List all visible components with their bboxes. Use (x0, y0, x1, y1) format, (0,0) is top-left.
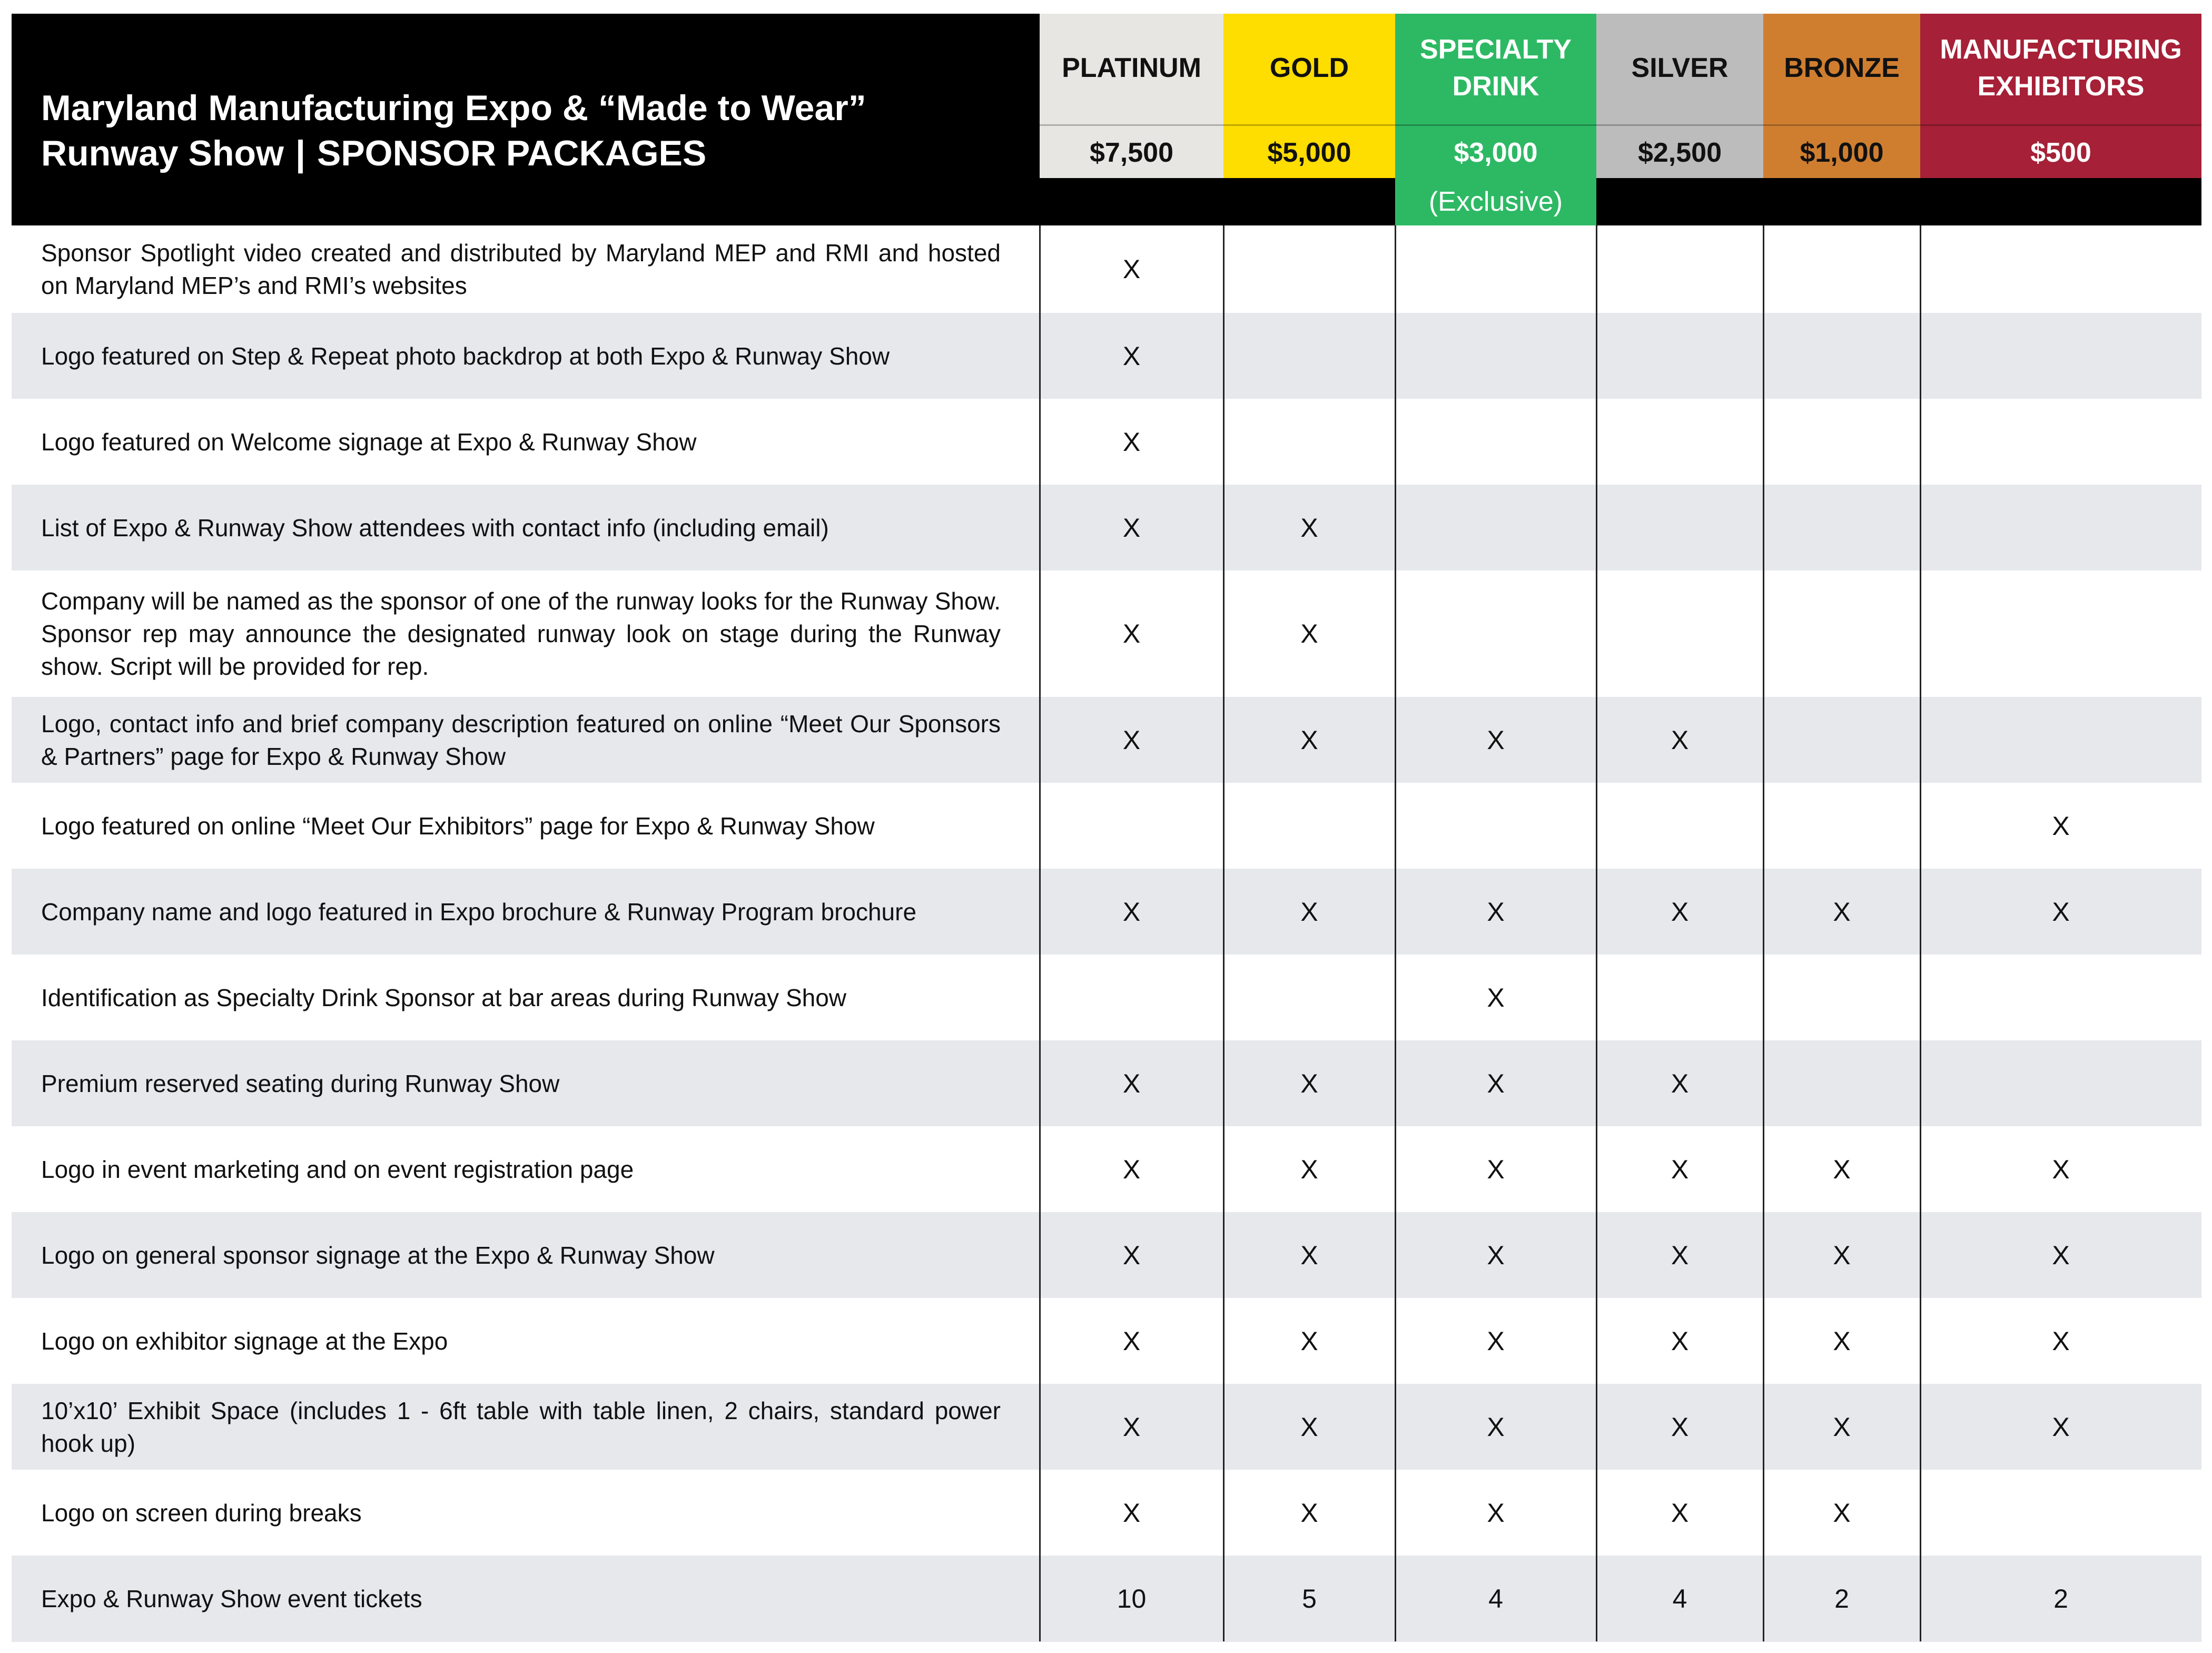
feature-label (41, 485, 1001, 570)
feature-text: Premium reserved seating during Runway Show (41, 1069, 560, 1097)
benefit-cell: X (1300, 1326, 1318, 1356)
benefit-cell: X (1300, 897, 1318, 927)
benefit-cell: X (1300, 1240, 1318, 1270)
benefit-cell: X (1300, 725, 1318, 755)
benefit-cell (1395, 783, 1596, 869)
benefit-cell (1395, 485, 1596, 570)
benefit-cell: X (1833, 1240, 1851, 1270)
feature-label (41, 1298, 1001, 1384)
benefit-cell (1920, 313, 2201, 399)
benefit-cell: 2 (2053, 1584, 2068, 1613)
benefit-cell: X (1122, 1068, 1141, 1098)
benefit-cell (1920, 399, 2201, 485)
benefit-cell: X (1833, 897, 1851, 927)
table-row (12, 1126, 2201, 1212)
feature-text: List of Expo & Runway Show attendees with contact info (including email) (41, 514, 829, 542)
benefit-cell: X (1833, 1326, 1851, 1356)
benefit-cell: X (1300, 1412, 1318, 1442)
table-row (12, 955, 2201, 1040)
benefit-cell (1596, 313, 1763, 399)
feature-label (41, 399, 1001, 485)
benefit-cell: 4 (1672, 1584, 1687, 1613)
benefit-cell: X (1122, 1240, 1141, 1270)
benefit-cell (1596, 485, 1763, 570)
benefit-cell: 2 (1834, 1584, 1849, 1613)
table-row (12, 1212, 2201, 1298)
tier-name: SPECIALTY DRINK (1420, 34, 1572, 102)
feature-text: Company name and logo featured in Expo brochure & Runway Program brochure (41, 898, 917, 926)
benefit-cell (1763, 955, 1920, 1040)
benefit-cell (1395, 399, 1596, 485)
table-row (12, 313, 2201, 399)
column-divider (1039, 225, 1041, 1641)
feature-label (41, 955, 1001, 1040)
benefit-cell (1920, 485, 2201, 570)
column-divider (1763, 225, 1764, 1641)
benefit-cell: X (1487, 897, 1505, 927)
benefit-cell: X (1122, 1498, 1141, 1528)
benefit-cell: X (1833, 1498, 1851, 1528)
benefit-cell: X (1833, 1412, 1851, 1442)
benefit-cell: X (1487, 1068, 1505, 1098)
feature-label (41, 1470, 1001, 1556)
benefit-cell: X (1300, 513, 1318, 543)
benefit-cell (1395, 313, 1596, 399)
benefit-cell (1920, 697, 2201, 783)
benefit-cell: X (1487, 1326, 1505, 1356)
benefit-cell: X (1122, 1326, 1141, 1356)
benefit-cell: X (2052, 1240, 2070, 1270)
benefit-cell (1920, 1040, 2201, 1126)
column-divider (1596, 225, 1597, 1641)
feature-label (41, 1040, 1001, 1126)
tier-price: $1,000 (1763, 124, 1920, 180)
benefit-cell: X (2052, 1412, 2070, 1442)
tier-header-1 (1040, 14, 1223, 178)
benefit-cell (1223, 225, 1395, 313)
benefit-cell: X (1671, 1068, 1689, 1098)
sponsor-packages-sheet (12, 14, 2201, 1641)
tier-header-3 (1395, 14, 1596, 217)
table-row (12, 783, 2201, 869)
benefit-cell: X (1671, 1326, 1689, 1356)
benefit-cell: X (1122, 725, 1141, 755)
feature-label (41, 783, 1001, 869)
benefit-cell: 10 (1117, 1584, 1147, 1613)
feature-text: Logo, contact info and brief company description featured on online “Meet Our Sponsors & Partners” page for Expo & Runway Show (41, 710, 1001, 770)
benefit-cell (1763, 399, 1920, 485)
feature-text: Company will be named as the sponsor of one of the runway looks for the Runway Show. Sponsor rep may announce the designated runway look on stage during the Runway show. Script will be provided for rep. (41, 587, 1001, 680)
benefit-cell (1040, 783, 1223, 869)
table-row (12, 697, 2201, 783)
feature-label (41, 1212, 1001, 1298)
benefit-cell (1920, 570, 2201, 697)
feature-label (41, 313, 1001, 399)
benefit-cell: X (1300, 1498, 1318, 1528)
benefit-cell (1763, 225, 1920, 313)
benefit-cell: X (1122, 1412, 1141, 1442)
column-divider (1395, 225, 1396, 1641)
tier-price: $500 (1920, 124, 2201, 180)
benefit-cell: X (1487, 982, 1505, 1012)
title-packages: SPONSOR PACKAGES (317, 133, 707, 173)
title-runway: Runway Show (41, 133, 284, 173)
benefit-cell: X (1487, 1154, 1505, 1184)
benefit-cell: X (1122, 341, 1141, 371)
benefit-cell: X (2052, 1154, 2070, 1184)
table-row (12, 1384, 2201, 1470)
feature-text: Expo & Runway Show event tickets (41, 1585, 422, 1612)
benefit-cell: X (1122, 619, 1141, 648)
benefit-cell: X (1122, 254, 1141, 284)
feature-label (41, 869, 1001, 955)
tier-header-4 (1596, 14, 1763, 178)
tier-price: $2,500 (1596, 124, 1763, 180)
feature-label (41, 1384, 1001, 1470)
feature-text: Logo on screen during breaks (41, 1499, 362, 1527)
feature-text: 10’x10’ Exhibit Space (includes 1 - 6ft table with table linen, 2 chairs, standard power hook up) (41, 1396, 1001, 1457)
benefit-cell (1596, 225, 1763, 313)
benefit-cell: X (1833, 1154, 1851, 1184)
benefit-cell: X (1122, 1154, 1141, 1184)
benefit-cell: X (1671, 1498, 1689, 1528)
benefit-cell: X (1671, 1154, 1689, 1184)
benefit-cell: X (1487, 1498, 1505, 1528)
page-title (41, 85, 1042, 176)
feature-text: Sponsor Spotlight video created and distributed by Maryland MEP and RMI and hosted on Maryland MEP’s and RMI’s websites (41, 239, 1001, 299)
tier-name: PLATINUM (1062, 53, 1201, 83)
feature-text: Logo on general sponsor signage at the Expo & Runway Show (41, 1241, 715, 1269)
benefit-cell (1596, 570, 1763, 697)
table-row (12, 1298, 2201, 1384)
tier-name: SILVER (1631, 53, 1729, 83)
table-row (12, 1470, 2201, 1556)
benefit-cell: X (1671, 725, 1689, 755)
title-line-1: Maryland Manufacturing Expo & “Made to Wear” (41, 88, 866, 128)
benefit-cell (1920, 1470, 2201, 1556)
table-row (12, 1040, 2201, 1126)
feature-text: Logo on exhibitor signage at the Expo (41, 1327, 448, 1355)
title-line-2 (41, 131, 1042, 176)
benefit-cell (1763, 313, 1920, 399)
benefit-cell (1223, 955, 1395, 1040)
tier-name: GOLD (1269, 53, 1349, 83)
table-row (12, 225, 2201, 313)
benefit-cell: X (1487, 1240, 1505, 1270)
table-row (12, 570, 2201, 697)
benefit-cell (1763, 570, 1920, 697)
benefit-cell (1395, 570, 1596, 697)
benefit-cell (1920, 955, 2201, 1040)
tier-price: $7,500 (1040, 124, 1223, 180)
benefit-cell: X (2052, 811, 2070, 841)
benefit-cell: X (1487, 1412, 1505, 1442)
benefit-cell: X (2052, 897, 2070, 927)
tier-name: BRONZE (1784, 53, 1900, 83)
feature-text: Logo featured on online “Meet Our Exhibitors” page for Expo & Runway Show (41, 812, 875, 840)
benefit-cell (1763, 1040, 1920, 1126)
benefit-cell: X (1122, 513, 1141, 543)
benefit-cell: 5 (1302, 1584, 1317, 1613)
benefit-cell (1223, 313, 1395, 399)
tier-header-5 (1763, 14, 1920, 178)
benefit-cell: X (1671, 1240, 1689, 1270)
tier-header-2 (1223, 14, 1395, 178)
benefit-cell (1763, 485, 1920, 570)
title-separator: | (295, 133, 305, 173)
feature-text: Logo in event marketing and on event registration page (41, 1155, 634, 1183)
tier-name: MANUFACTURING EXHIBITORS (1940, 34, 2182, 102)
tier-price: $5,000 (1223, 124, 1395, 180)
benefit-cell: 4 (1488, 1584, 1503, 1613)
feature-label (41, 1126, 1001, 1212)
benefit-cell: X (1487, 725, 1505, 755)
benefit-cell (1596, 399, 1763, 485)
benefit-cell (1223, 783, 1395, 869)
benefit-cell: X (1122, 427, 1141, 457)
benefit-cell (1040, 955, 1223, 1040)
benefit-cell (1223, 399, 1395, 485)
benefit-cell: X (2052, 1326, 2070, 1356)
benefit-cell: X (1671, 1412, 1689, 1442)
table-row (12, 1556, 2201, 1642)
table-row (12, 869, 2201, 955)
feature-text: Logo featured on Step & Repeat photo backdrop at both Expo & Runway Show (41, 342, 890, 370)
benefit-cell: X (1300, 1154, 1318, 1184)
column-divider (1223, 225, 1224, 1641)
benefit-cell: X (1300, 1068, 1318, 1098)
benefit-cell: X (1122, 897, 1141, 927)
feature-label (41, 697, 1001, 783)
feature-text: Logo featured on Welcome signage at Expo & Runway Show (41, 428, 697, 456)
tier-price: $3,000 (1395, 124, 1596, 180)
benefit-cell (1920, 225, 2201, 313)
column-divider (1920, 225, 1921, 1641)
benefit-cell (1763, 697, 1920, 783)
benefit-cell: X (1300, 619, 1318, 648)
feature-label (41, 225, 1001, 313)
feature-label (41, 1556, 1001, 1642)
benefit-cell (1395, 225, 1596, 313)
benefit-cell: X (1671, 897, 1689, 927)
tier-note: (Exclusive) (1395, 178, 1596, 225)
benefit-cell (1763, 783, 1920, 869)
feature-label (41, 570, 1001, 697)
feature-text: Identification as Specialty Drink Sponsor at bar areas during Runway Show (41, 983, 847, 1011)
table-row (12, 399, 2201, 485)
table-row (12, 485, 2201, 570)
benefit-cell (1596, 783, 1763, 869)
benefit-cell (1596, 955, 1763, 1040)
tier-header-6 (1920, 14, 2201, 178)
